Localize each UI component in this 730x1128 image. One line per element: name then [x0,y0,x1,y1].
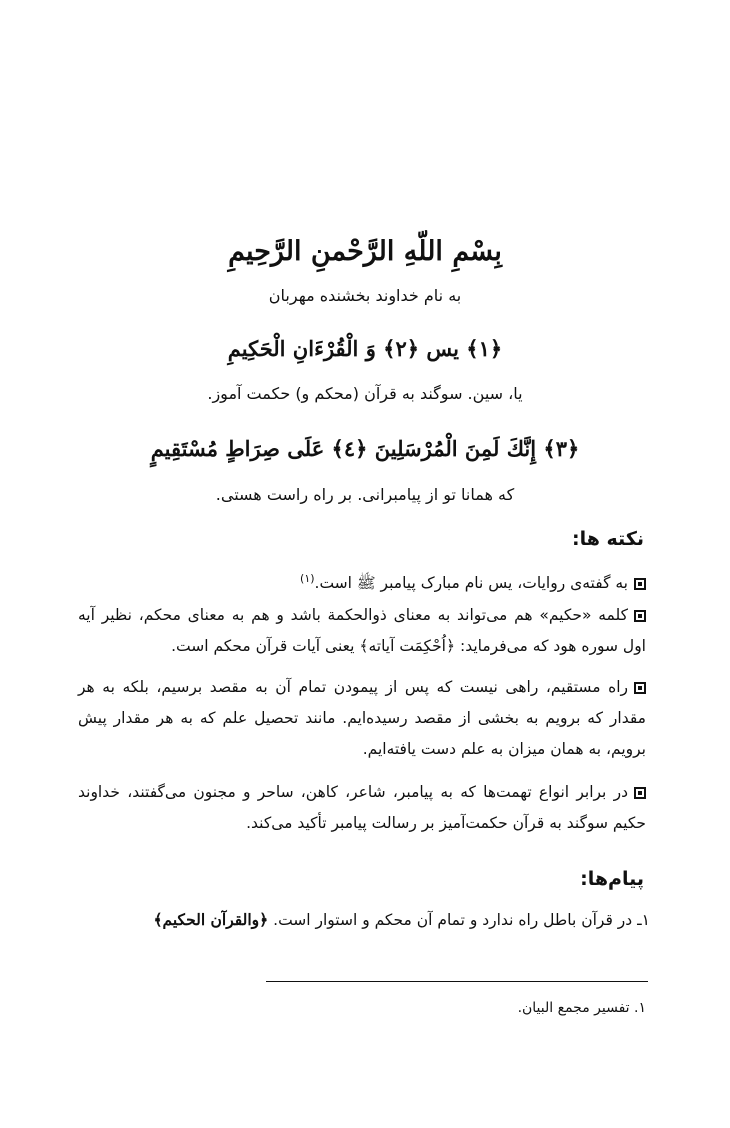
footnote: ۱. تفسیر مجمع البیان. [517,1000,646,1016]
messages-heading: پیام‌ها: [580,868,644,890]
footnote-divider [266,981,648,982]
note-text: راه مستقیم، راهی نیست كه پس از پیمودن تمام آن به مقصد برسیم، بلكه به هر مقدار كه برويم به بخشی از مقصد رسیده‌ایم. مانند تحصیل علم كه به هر مقدار پیش برویم، به همان میزان به علم دست یافته‌ایم. [78,678,646,758]
bismillah-translation: به نام خداوند بخشنده مهربان [268,286,462,305]
verse-arabic: ﴿١﴾ يس ﴿٢﴾ وَ الْقُرْءَانِ الْحَكِيمِ [227,336,503,361]
square-bullet-icon [634,610,646,622]
footnote-reference[interactable]: (١) [300,572,315,585]
verse-translation: كه همانا تو از پیامبرانی. بر راه راست هستی. [215,485,515,504]
message-item [100,906,650,934]
note-item [78,563,646,599]
note-item [78,672,646,765]
verse-arabic: ﴿٣﴾ إِنَّكَ لَمِنَ الْمُرْسَلِينَ ﴿٤﴾ عَلَى صِرَاطٍ مُسْتَقِيمٍ [150,436,580,461]
square-bullet-icon [634,682,646,694]
note-item [78,777,646,839]
verse-translation: یا، سین. سوگند به قرآن (محکم و) حکمت آموز. [207,384,523,403]
notes-heading: نکته ها: [572,528,644,550]
message-text: ۱ـ در قرآن باطل راه ندارد و تمام آن محکم و استوار است. [273,911,650,929]
square-bullet-icon [634,787,646,799]
note-item [78,600,646,662]
bismillah-arabic: بِسْمِ اللّهِ الرَّحْمنِ الرَّحِيمِ [228,236,502,267]
note-text: در برابر انواع تهمت‌ها كه به پیامبر، شاعر، كاهن، ساحر و مجنون می‌گفتند، خداوند حکیم سوگند به قرآن حکمت‌آمیز بر رسالت پیامبر تأكيد می‌كند. [78,783,646,832]
note-text: كلمه «حکیم» هم می‌تواند به معنای ذوالحکمة باشد و هم به معنای محکم، نظیر آیه اول سوره هود كه می‌فرماید: ﴿اُحْكِمَت آياته﴾ یعنی آیات قرآن محکم است. [78,606,646,655]
note-text: به گفته‌ی روایات، یس نام مبارک پیامبر ﷺ است. [314,574,628,593]
square-bullet-icon [634,578,646,590]
message-quote: ﴿والقرآن الحكيم﴾ [153,910,269,929]
